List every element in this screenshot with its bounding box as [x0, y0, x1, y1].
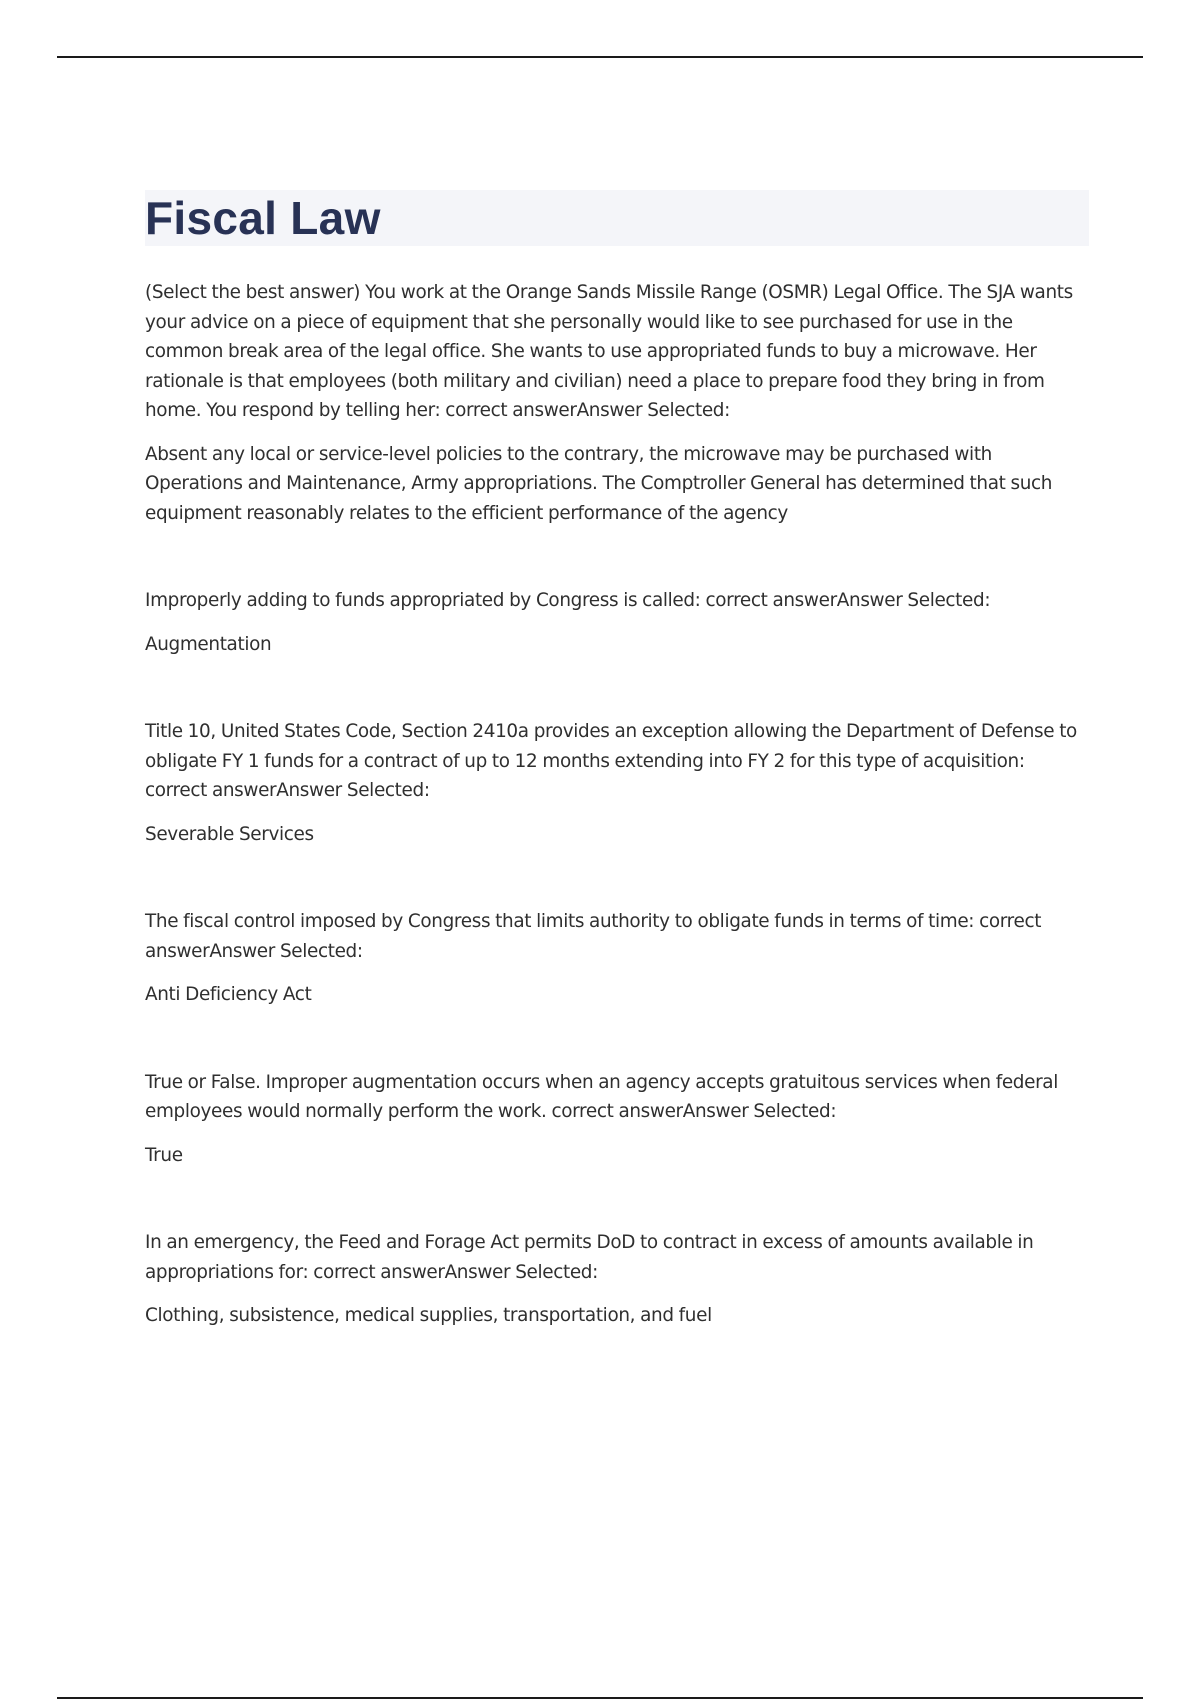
bottom-rule [57, 1697, 1143, 1699]
document-title: Fiscal Law [145, 192, 381, 244]
qa-item [145, 1068, 1089, 1171]
question-text: Improperly adding to funds appropriated by Congress is called: correct answerAnswer Selected: [145, 590, 991, 611]
answer-text: Severable Services [145, 823, 314, 845]
qa-item [145, 717, 1089, 849]
title-band [145, 190, 1089, 246]
qa-list [145, 278, 1089, 1331]
question-text: The fiscal control imposed by Congress that limits authority to obligate funds in terms of time: correct answerAnswer Selected: [145, 911, 1042, 962]
qa-item [145, 278, 1089, 528]
question-text: True or False. Improper augmentation occurs when an agency accepts gratuitous services when federal employees would normally perform the work. correct answerAnswer Selected: [145, 1071, 1058, 1122]
question-text: Title 10, United States Code, Section 2410a provides an exception allowing the Department of Defense to obligate FY 1 funds for a contract of up to 12 months extending into FY 2 for this type of acquisition: correct answerAnswer Selected: [145, 721, 1077, 801]
answer-text: Absent any local or service-level policies to the contrary, the microwave may be purchased with Operations and Maintenance, Army appropriations. The Comptroller General has determined that such equipment reasonably relates to the efficient performance of the agency [145, 443, 1053, 524]
answer-text: True [145, 1144, 183, 1166]
question-text: (Select the best answer) You work at the Orange Sands Missile Range (OSMR) Legal Office. The SJA wants your advice on a piece of equipment that she personally would like to see purchased for use in the common break area of the legal office. She wants to use appropriated funds to buy a microwave. Her rationale is that employees (both military and civilian) need a place to prepare food they bring in from home. You respond by telling her: correct answerAnswer Selected: [145, 282, 1073, 421]
qa-item [145, 907, 1089, 1010]
qa-item [145, 586, 1089, 659]
document-body [145, 190, 1089, 1389]
answer-text: Anti Deficiency Act [145, 984, 312, 1005]
question-text: In an emergency, the Feed and Forage Act permits DoD to contract in excess of amounts available in appropriations for: correct answerAnswer Selected: [145, 1232, 1034, 1283]
qa-item [145, 1228, 1089, 1331]
answer-text: Augmentation [145, 633, 272, 655]
top-rule [57, 56, 1143, 58]
answer-text: Clothing, subsistence, medical supplies, transportation, and fuel [145, 1305, 712, 1326]
